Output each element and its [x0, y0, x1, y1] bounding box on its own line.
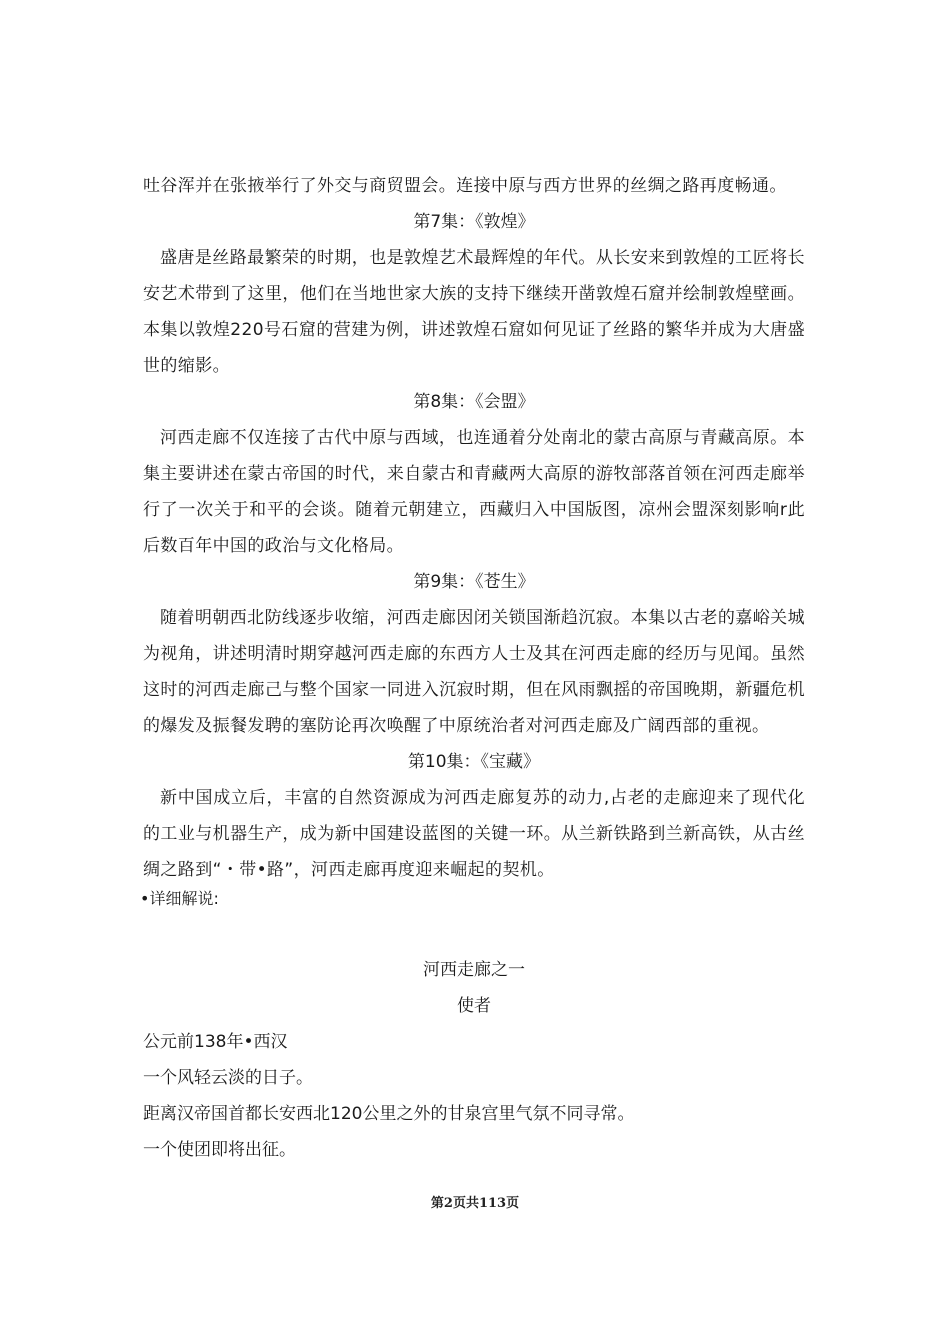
narration-line-4: 一个使团即将出征。 — [143, 1140, 296, 1160]
narration-line-2: 一个风轻云淡的日子。 — [143, 1068, 313, 1088]
episode-8-title: 第8集：《会盟》 — [413, 392, 535, 412]
document-body — [140, 168, 805, 1168]
narration-line-3: 距离汉帝国首都长安西北120公里之外的甘泉宫里气氛不同寻常。 — [143, 1104, 635, 1124]
episode-10-paragraph: 新中国成立后，丰富的自然资源成为河西走廊复苏的动力,占老的走廊迎来了现代化的工业与机器生产，成为新中国建设蓝图的关键一环。从兰新铁路到兰新高铁，从古丝绸之路到“・带•路”，河西走廊再度迎来崛起的契机。 — [143, 788, 805, 880]
episode-7-paragraph: 盛唐是丝路最繁荣的时期，也是敦煌艺术最辉煌的年代。从长安来到敦煌的工匠将长安艺术带到了这里，他们在当地世家大族的支持下继续开凿敦煌石窟并绘制敦煌壁画。本集以敦煌220号石窟的营建为例，讲述敦煌石窟如何见证了丝路的繁华并成为大唐盛世的缩影。 — [143, 248, 805, 376]
episode-9-title: 第9集：《苍生》 — [413, 572, 535, 592]
narration-line-1: 公元前138年•西汉 — [143, 1032, 288, 1052]
episode-9-paragraph: 随着明朝西北防线逐步收缩，河西走廊因闭关锁国渐趋沉寂。本集以古老的嘉峪关城为视角，讲述明清时期穿越河西走廊的东西方人士及其在河西走廊的经历与见闻。虽然这时的河西走廊己与整个国家一同进入沉寂时期，但在风雨飘摇的帝国晚期，新疆危机的爆发及振餐发聘的塞防论再次唤醒了中原统治者对河西走廊及广阔西部的重视。 — [143, 608, 805, 736]
detail-label: •详细解说: — [140, 889, 219, 908]
intro-paragraph: 吐谷浑并在张掖举行了外交与商贸盟会。连接中原与西方世界的丝绸之路再度畅通。 — [143, 176, 787, 196]
section-subtitle: 使者 — [457, 996, 491, 1016]
episode-10-title: 第10集：《宝藏》 — [407, 752, 541, 772]
spacer — [143, 910, 805, 952]
episode-7-title: 第7集：《敦煌》 — [413, 212, 535, 232]
page-indicator: 第2页共113页 — [430, 1196, 520, 1211]
episode-8-paragraph: 河西走廊不仅连接了古代中原与西域，也连通着分处南北的蒙古高原与青藏高原。本集主要讲述在蒙古帝国的时代，来自蒙古和青藏两大高原的游牧部落首领在河西走廊举行了一次关于和平的会谈。随着元朝建立，西藏归入中国版图，凉州会盟深刻影响r此后数百年中国的政治与文化格局。 — [143, 428, 805, 556]
section-title: 河西走廊之一 — [423, 960, 525, 980]
